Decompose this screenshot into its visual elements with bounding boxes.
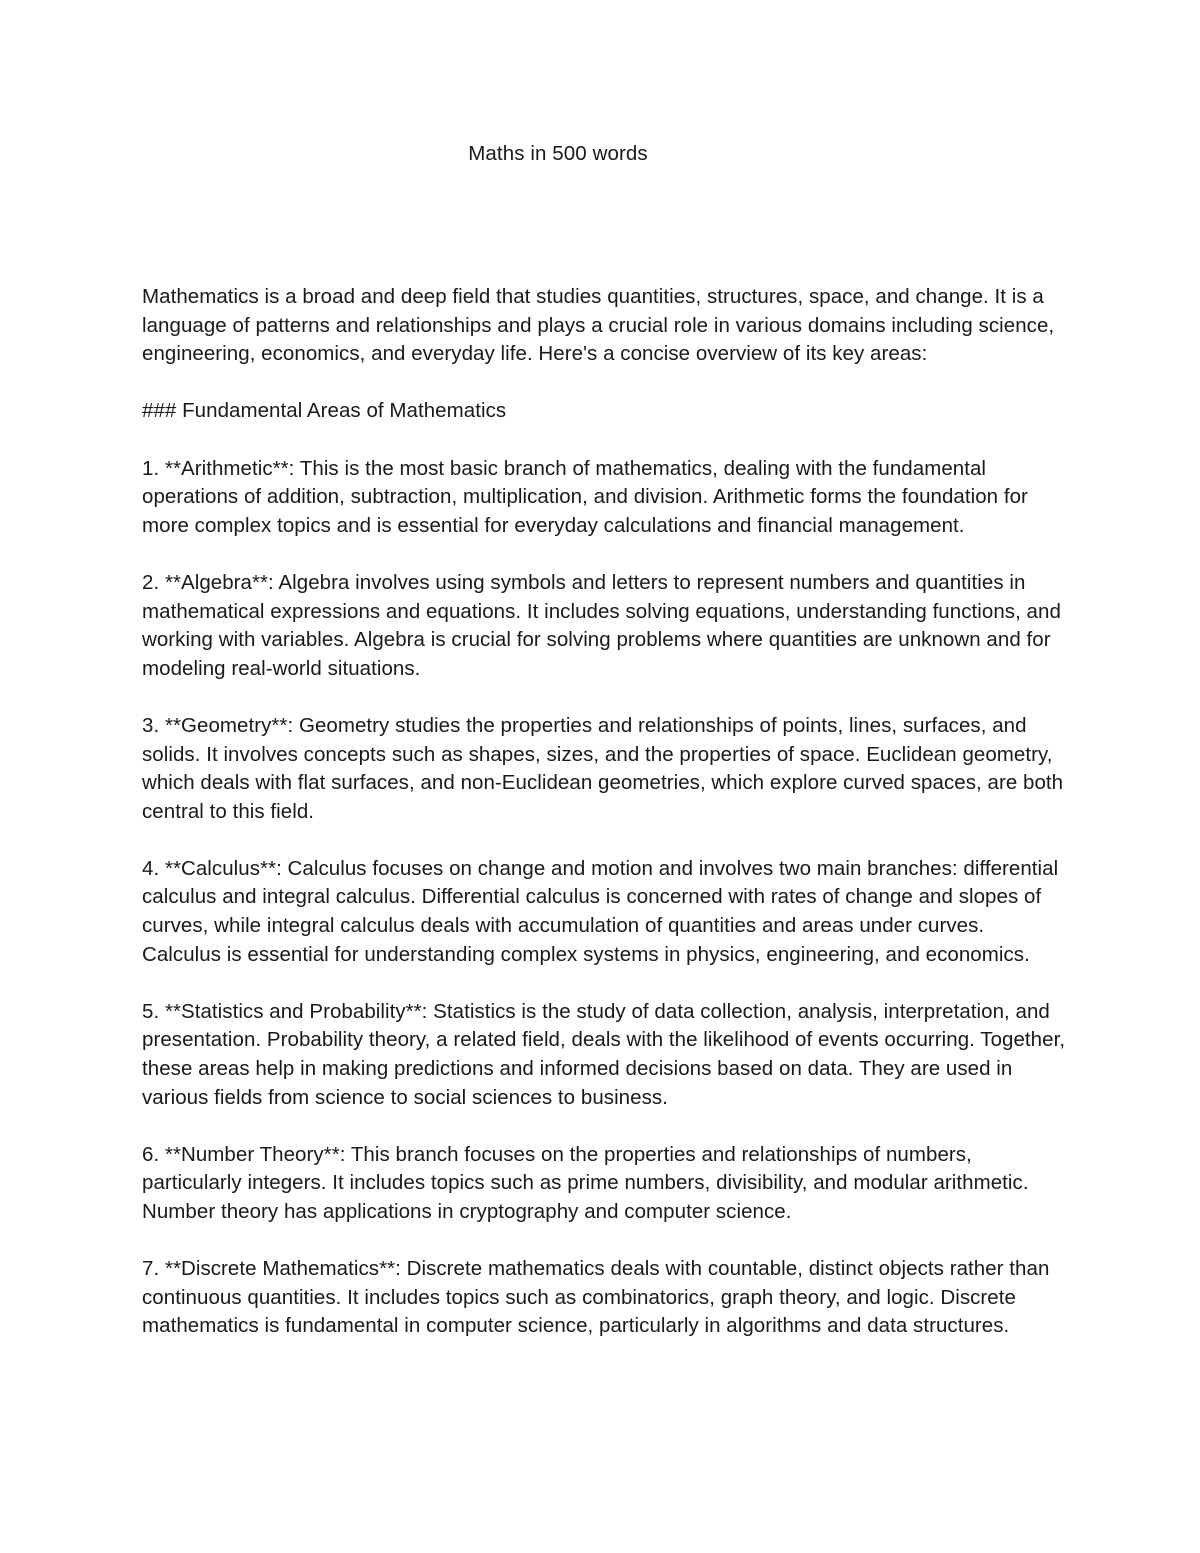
list-item-calculus: 4. **Calculus**: Calculus focuses on change and motion and involves two main branches: differential calculus and integral calculus. Differential calculus is concerned with rates of change and slopes of curves, while integral calculus deals with accumulation of quantities and areas under curves. Calculus is essential for understanding complex systems in physics, engineering, and economics. (142, 856, 1059, 966)
list-item-discrete-mathematics: 7. **Discrete Mathematics**: Discrete mathematics deals with countable, distinct objects rather than continuous quantities. It includes topics such as combinatorics, graph theory, and logic. Discrete mathematics is fundamental in computer science, particularly in algorithms and data structures. (142, 1257, 1050, 1338)
section-heading: ### Fundamental Areas of Mathematics (142, 399, 507, 423)
document-title: Maths in 500 words (468, 142, 648, 165)
list-item-arithmetic: 1. **Arithmetic**: This is the most basic branch of mathematics, dealing with the fundamental operations of addition, subtraction, multiplication, and division. Arithmetic forms the foundation for more complex topics and is essential for everyday calculations and financial management. (142, 456, 1028, 537)
list-item-geometry: 3. **Geometry**: Geometry studies the properties and relationships of points, lines, surfaces, and solids. It involves concepts such as shapes, sizes, and the properties of space. Euclidean geometry, which deals with flat surfaces, and non-Euclidean geometries, which explore curved spaces, are both central to this field. (142, 713, 1064, 823)
intro-paragraph: Mathematics is a broad and deep field that studies quantities, structures, space, and change. It is a language of patterns and relationships and plays a crucial role in various domains including science, engineering, economics, and everyday life. Here's a concise overview of its key areas: (142, 285, 1055, 366)
document-body (142, 283, 1067, 1370)
list-item-statistics-probability: 5. **Statistics and Probability**: Statistics is the study of data collection, analysis, interpretation, and presentation. Probability theory, a related field, deals with the likelihood of events occurring. Together, these areas help in making predictions and informed decisions based on data. They are used in various fields from science to social sciences to business. (142, 999, 1066, 1109)
list-item-number-theory: 6. **Number Theory**: This branch focuses on the properties and relationships of numbers, particularly integers. It includes topics such as prime numbers, divisibility, and modular arithmetic. Number theory has applications in cryptography and computer science. (142, 1142, 1029, 1223)
list-item-algebra: 2. **Algebra**: Algebra involves using symbols and letters to represent numbers and quantities in mathematical expressions and equations. It includes solving equations, understanding functions, and working with variables. Algebra is crucial for solving problems where quantities are unknown and for modeling real-world situations. (142, 570, 1061, 680)
